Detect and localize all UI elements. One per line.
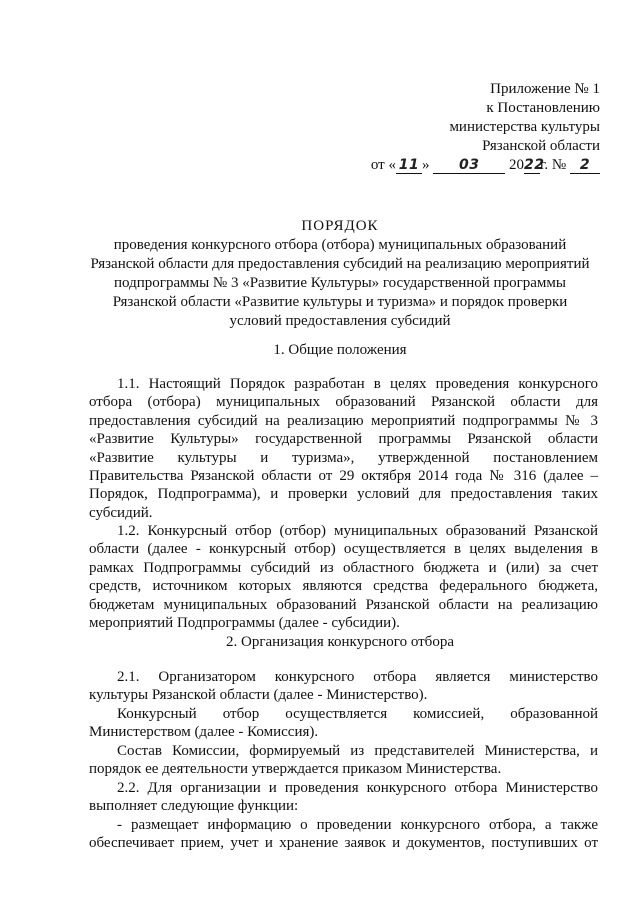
paragraph-1-2: 1.2. Конкурсный отбор (отбор) муниципальных образований Рязанской области (далее - конкурсный отбор) осуществляется в целях выделения в рамках Подпрограммы субсидий из областного бюджета и (или) за счет средств, источником которых являются средства федерального бюджета, бюджетам муниципальных образований Рязанской области на реализацию мероприятий Подпрограммы (далее - субсидии). [89,523,598,631]
paragraph-composition: Состав Комиссии, формируемый из представителей Министерства, и порядок ее деятельности утверждается приказом Министерства. [89,743,598,778]
title-line: проведения конкурсного отбора (отбора) муниципальных образований [113,237,567,253]
paragraph-commission: Конкурсный отбор осуществляется комиссией, образованной Министерством (далее - Комиссия). [89,706,598,741]
doc-number: 2 [570,158,600,174]
title-line: условий предоставления субсидий [229,313,451,329]
section-1-heading: 1. Общие положения [273,342,407,358]
region-name: Рязанской области [482,138,600,154]
date-day: 11 [396,158,422,174]
appendix-label: Приложение № 1 [490,81,600,97]
date-year: 22 [523,157,545,173]
paragraph-2-1: 2.1. Организатором конкурсного отбора является министерство культуры Рязанской области (далее - Министерство). [89,669,598,704]
ministry-name: министерства культуры [449,119,600,135]
title-line: Рязанской области для предоставления субсидий на реализацию мероприятий [90,256,590,272]
date-month: 03 [433,158,505,174]
title-line: Рязанской области «Развитие культуры и туризма» и порядок проверки [112,294,568,310]
approval-block [371,80,600,175]
paragraph-1-1: 1.1. Настоящий Порядок разработан в целях проведения конкурсного отбора (отбора) муниципальных образований Рязанской области для предоставления субсидий на реализацию мероприятий подпрограммы № 3 «Развитие Культуры» государственной программы Рязанской области «Развитие культуры и туризма», утвержденной постановлением Правительства Рязанской области от 29 октября 2014 года № 316 (далее – Порядок, Подпрограмма), и проверки условий для предоставления таких субсидий. [89,376,598,521]
resolution-ref: к Постановлению [486,100,600,116]
date-line: от « 11 » 03 2022г. № 2 [371,156,600,175]
paragraph-functions-item: - размещает информацию о проведении конкурсного отбора, а также обеспечивает прием, учет и хранение заявок и документов, поступивших от [89,817,598,852]
paragraph-2-2: 2.2. Для организации и проведения конкурсного отбора Министерство выполняет следующие функции: [89,780,598,815]
section-2-heading: 2. Организация конкурсного отбора [226,634,454,650]
title-line: подпрограммы № 3 «Развитие Культуры» государственной программы [114,275,566,291]
document-title [80,217,600,331]
title-main: ПОРЯДОК [301,218,379,234]
